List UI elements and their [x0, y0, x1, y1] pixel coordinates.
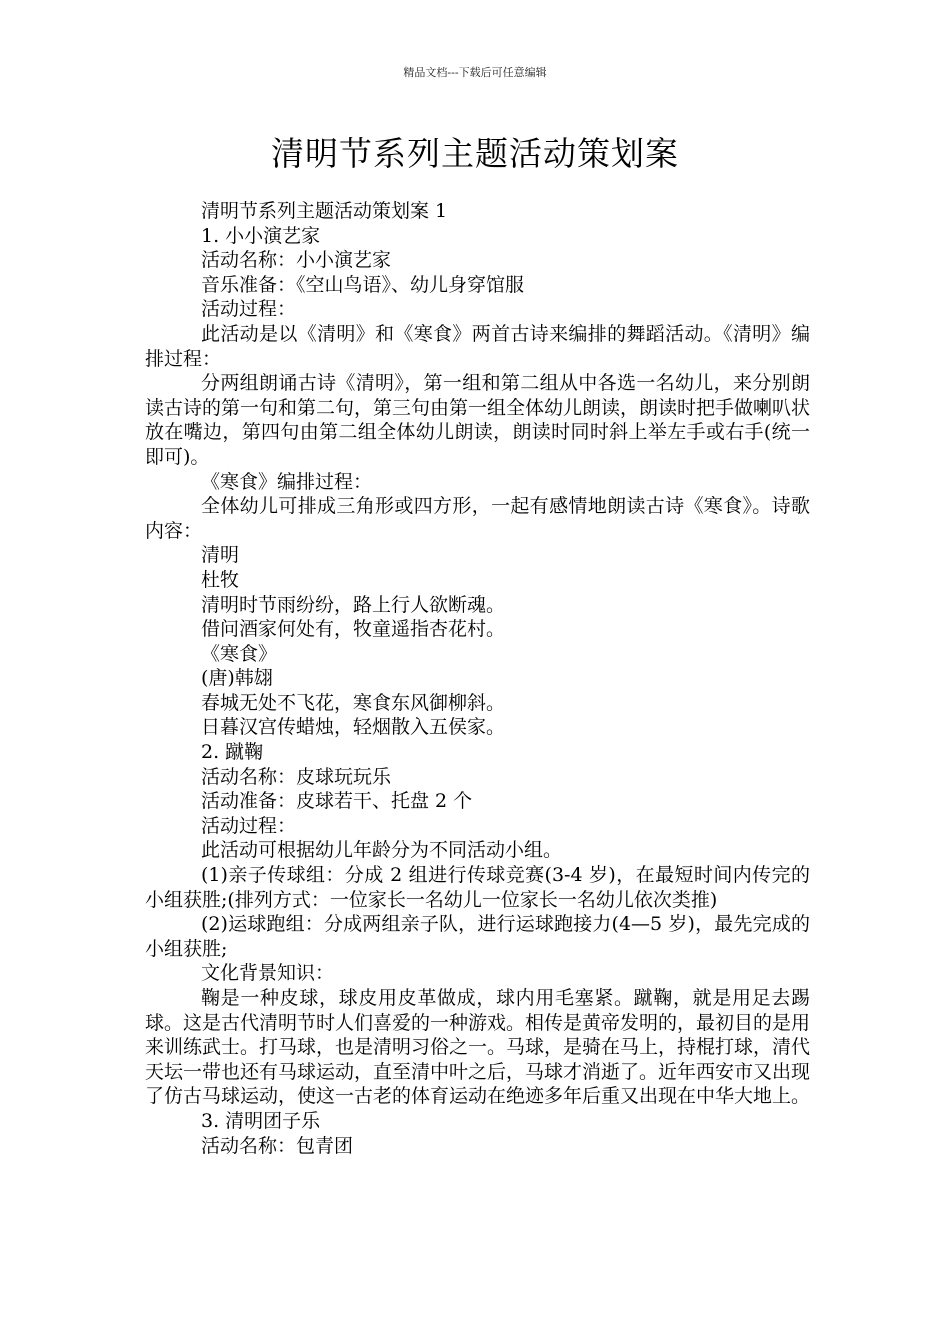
- paragraph: 活动准备：皮球若干、托盘 2 个: [201, 790, 473, 813]
- document-body: [145, 199, 810, 1158]
- paragraph: 分两组朗诵古诗《清明》，第一组和第二组从中各选一名幼儿，来分别朗读古诗的第一句和第二句，第三句由第一组全体幼儿朗读，朗读时把手做喇叭状放在嘴边，第四句由第二组全体幼儿朗读，朗读时同时斜上举左手或右手(统一即可)。: [145, 372, 811, 468]
- paragraph: (唐)韩翃: [201, 667, 273, 690]
- paragraph: 清明: [201, 544, 240, 567]
- paragraph: 3. 清明团子乐: [201, 1109, 321, 1132]
- paragraph: 文化背景知识：: [201, 962, 335, 985]
- paragraph: 活动名称：小小演艺家: [201, 249, 392, 272]
- paragraph: 《寒食》: [201, 642, 278, 665]
- document-title: 清明节系列主题活动策划案: [271, 134, 679, 173]
- paragraph: 鞠是一种皮球，球皮用皮革做成，球内用毛塞紧。蹴鞠，就是用足去踢球。这是古代清明节时人们喜爱的一种游戏。相传是黄帝发明的，最初目的是用来训练武士。打马球，也是清明习俗之一。马球，是骑在马上，持棍打球，清代天坛一带也还有马球运动，直至清中叶之后，马球才消逝了。近年西安市又出现了仿古马球运动，使这一古老的体育运动在绝迹多年后重又出现在中华大地上。: [145, 987, 811, 1108]
- paragraph: 此活动可根据幼儿年龄分为不同活动小组。: [201, 839, 563, 862]
- paragraph: 《寒食》编排过程：: [201, 470, 373, 493]
- paragraph: 日暮汉宫传蜡烛，轻烟散入五侯家。: [201, 716, 506, 739]
- paragraph: (1)亲子传球组：分成 2 组进行传球竞赛(3-4 岁)，在最短时间内传完的小组获胜;(排列方式：一位家长一名幼儿一位家长一名幼儿依次类推): [145, 864, 810, 911]
- paragraph: 清明节系列主题活动策划案 1: [201, 200, 448, 222]
- paragraph: 音乐准备：《空山鸟语》、幼儿身穿馆服: [201, 273, 525, 296]
- paragraph: 借问酒家何处有，牧童遥指杏花村。: [201, 618, 506, 641]
- paragraph: 此活动是以《清明》和《寒食》两首古诗来编排的舞蹈活动。《清明》编排过程：: [145, 322, 810, 370]
- paragraph: 2. 蹴鞠: [201, 741, 264, 764]
- paragraph: 全体幼儿可排成三角形或四方形，一起有感情地朗读古诗《寒食》。诗歌内容：: [145, 495, 810, 542]
- paragraph: 1. 小小演艺家: [201, 224, 321, 247]
- paragraph: 活动过程：: [201, 298, 297, 321]
- page-header: 精品文档---下载后可任意编辑: [403, 66, 547, 79]
- paragraph: 活动过程：: [201, 814, 297, 837]
- paragraph: 活动名称：包青团: [201, 1134, 354, 1157]
- paragraph: 春城无处不飞花，寒食东风御柳斜。: [201, 691, 506, 714]
- paragraph: (2)运球跑组：分成两组亲子队，进行运球跑接力(4—5 岁)，最先完成的小组获胜;: [145, 913, 810, 960]
- paragraph: 杜牧: [201, 568, 240, 591]
- paragraph: 清明时节雨纷纷，路上行人欲断魂。: [201, 593, 506, 616]
- paragraph: 活动名称：皮球玩玩乐: [201, 765, 392, 788]
